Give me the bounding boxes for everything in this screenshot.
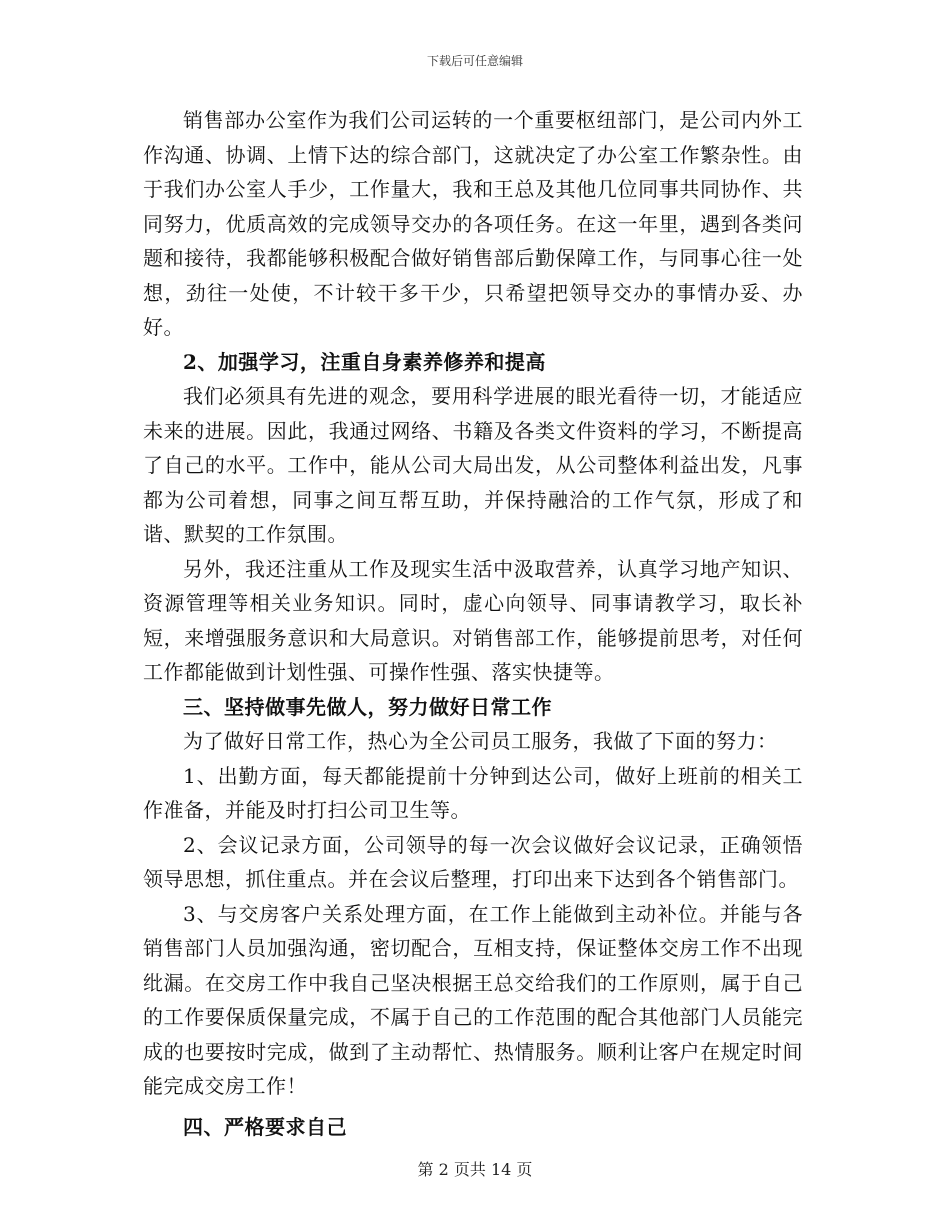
paragraph-office-role: 销售部办公室作为我们公司运转的一个重要枢纽部门，是公司内外工作沟通、协调、上情下达的综合部门，这就决定了办公室工作繁杂性。由于我们办公室人手少，工作量大，我和王总及其他几位同事共同协作、共同努力，优质高效的完成领导交办的各项任务。在这一年里，遇到各类问题和接待，我都能够积极配合做好销售部后勤保障工作，与同事心往一处想，劲往一处使，不计较干多干少，只希望把领导交办的事情办妥、办好。 <box>143 108 803 339</box>
list-item-meeting-records: 2、会议记录方面，公司领导的每一次会议做好会议记录，正确领悟领导思想，抓住重点。并在会议后整理，打印出来下达到各个销售部门。 <box>143 832 803 891</box>
section-heading-self-discipline: 四、严格要求自己 <box>183 1114 347 1139</box>
paragraph-study-1: 我们必须具有先进的观念，要用科学进展的眼光看待一切，才能适应未来的进展。因此，我通过网络、书籍及各类文件资料的学习，不断提高了自己的水平。工作中，能从公司大局出发，从公司整体利益出发，凡事都为公司着想，同事之间互帮互助，并保持融洽的工作气氛，形成了和谐、默契的工作氛围。 <box>143 384 803 546</box>
page-number: 第 2 页共 14 页 <box>417 1160 533 1179</box>
section-heading-study: 2、加强学习，注重自身素养修养和提高 <box>183 349 546 374</box>
paragraph-daily-intro: 为了做好日常工作，热心为全公司员工服务，我做了下面的努力： <box>183 729 778 753</box>
list-item-customer-relations: 3、与交房客户关系处理方面，在工作上能做到主动补位。并能与各销售部门人员加强沟通，密切配合，互相支持，保证整体交房工作不出现纰漏。在交房工作中我自己坚决根据王总交给我们的工作原则，属于自己的工作要保质保量完成，不属于自己的工作范围的配合其他部门人员能完成的也要按时完成，做到了主动帮忙、热情服务。顺利让客户在规定时间能完成交房工作！ <box>143 901 803 1098</box>
page-header: 下载后可任意编辑 <box>426 54 523 68</box>
paragraph-study-2: 另外，我还注重从工作及现实生活中汲取营养，认真学习地产知识、资源管理等相关业务知识。同时，虚心向领导、同事请教学习，取长补短，来增强服务意识和大局意识。对销售部工作，能够提前思考，对任何工作都能做到计划性强、可操作性强、落实快捷等。 <box>143 556 803 684</box>
document-body <box>143 103 803 1144</box>
section-heading-daily-work: 三、坚持做事先做人，努力做好日常工作 <box>183 694 552 719</box>
list-item-attendance: 1、出勤方面，每天都能提前十分钟到达公司，做好上班前的相关工作准备，并能及时打扫公司卫生等。 <box>143 763 803 822</box>
